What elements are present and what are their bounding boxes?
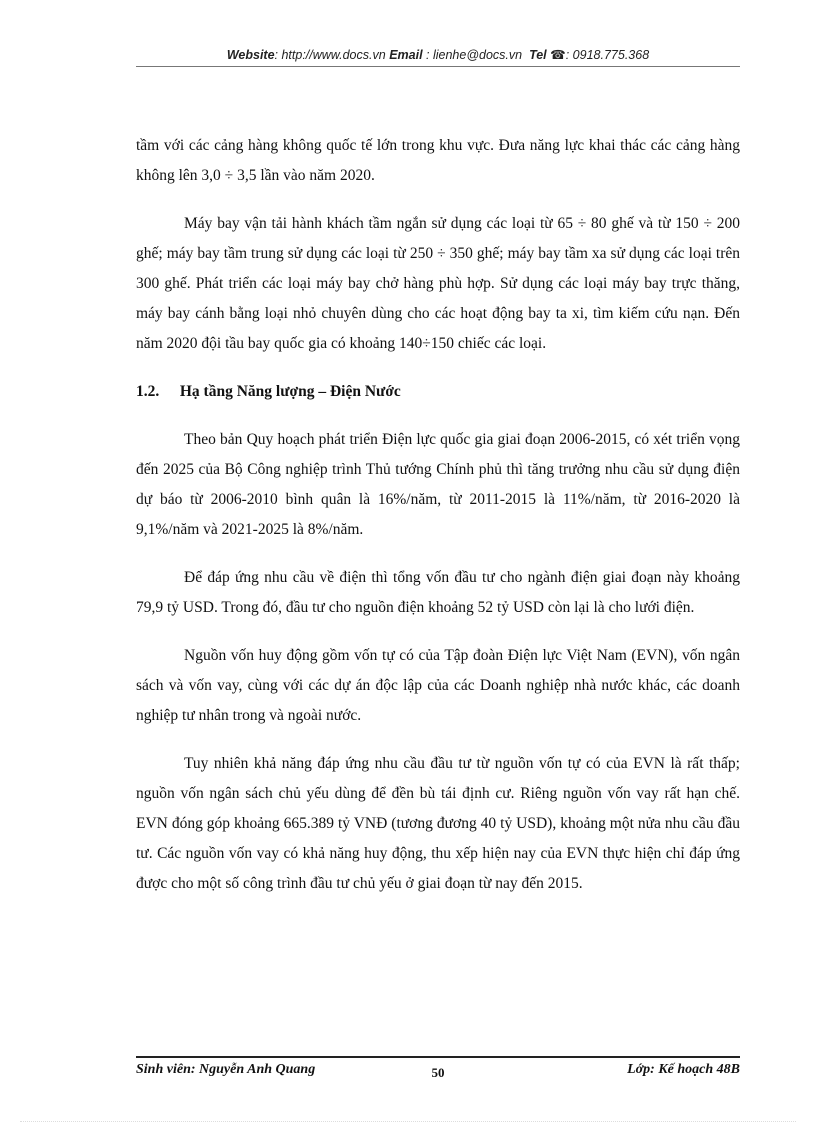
paragraph-5: Nguồn vốn huy động gồm vốn tự có của Tập đoàn Điện lực Việt Nam (EVN), vốn ngân sách và vốn vay, cùng với các dự án độc lập của các Doanh nghiệp nhà nước khác, các doanh nghiệp tư nhân trong và ngoài nước. bbox=[136, 647, 740, 724]
student-name: Sinh viên: Nguyễn Anh Quang bbox=[136, 1062, 316, 1077]
page-header bbox=[136, 47, 740, 62]
section-number: 1.2. bbox=[136, 383, 160, 400]
paragraph-3: Theo bản Quy hoạch phát triển Điện lực quốc gia giai đoạn 2006-2015, có xét triển vọng đến 2025 của Bộ Công nghiệp trình Thủ tướng Chính phủ thì tăng trưởng nhu cầu sử dụng điện dự báo từ 2006-2010 bình quân là 16%/năm, từ 2011-2015 là 11%/năm, từ 2016-2020 là 9,1%/năm và 2021-2025 là 8%/năm. bbox=[136, 431, 740, 538]
tel-number: : 0918.775.368 bbox=[565, 48, 650, 62]
section-title: Hạ tầng Năng lượng – Điện Nước bbox=[179, 383, 401, 400]
website-url: : http://www.docs.vn bbox=[274, 48, 386, 62]
paragraph-6: Tuy nhiên khả năng đáp ứng nhu cầu đầu tư từ nguồn vốn tự có của EVN là rất thấp; nguồn vốn ngân sách chủ yếu dùng để đền bù tái định cư. Riêng nguồn vốn vay rất hạn chế. EVN đóng góp khoảng 665.389 tỷ VNĐ (tương đương 40 tỷ USD), khoảng một nửa nhu cầu đầu tư. Các nguồn vốn vay có khả năng huy động, thu xếp hiện nay của EVN thực hiện chỉ đáp ứng được cho một số công trình đầu tư chủ yếu ở giai đoạn từ nay đến 2015. bbox=[136, 755, 740, 892]
header-divider bbox=[136, 66, 740, 67]
tel-label: Tel bbox=[529, 48, 547, 62]
paragraph-1: tầm với các cảng hàng không quốc tế lớn trong khu vực. Đưa năng lực khai thác các cảng hàng không lên 3,0 ÷ 3,5 lần vào năm 2020. bbox=[136, 137, 740, 184]
website-label: Website bbox=[226, 48, 275, 62]
class-name: Lớp: Kế hoạch 48B bbox=[627, 1062, 740, 1077]
email-address: : lienhe@docs.vn bbox=[422, 48, 523, 62]
paragraph-2: Máy bay vận tải hành khách tầm ngắn sử dụng các loại từ 65 ÷ 80 ghế và từ 150 ÷ 200 ghế; máy bay tầm trung sử dụng các loại từ 250 ÷ 350 ghế; máy bay tầm xa sử dụng các loại trên 300 ghế. Phát triển các loại máy bay chở hàng phù hợp. Sử dụng các loại máy bay trực thăng, máy bay cánh bằng loại nhỏ chuyên dùng cho các hoạt động bay ta xi, tìm kiếm cứu nạn. Đến năm 2020 đội tầu bay quốc gia có khoảng 140÷150 chiếc các loại. bbox=[136, 215, 740, 352]
email-label: Email bbox=[389, 48, 423, 62]
paragraph-4: Để đáp ứng nhu cầu về điện thì tổng vốn đầu tư cho ngành điện giai đoạn này khoảng 79,9 tỷ USD. Trong đó, đầu tư cho nguồn điện khoảng 52 tỷ USD còn lại là cho lưới điện. bbox=[136, 569, 740, 616]
section-heading bbox=[136, 377, 740, 407]
page-footer bbox=[136, 1060, 740, 1082]
page-number: 50 bbox=[431, 1065, 445, 1080]
document-body bbox=[136, 127, 740, 917]
page-edge bbox=[20, 1121, 796, 1122]
footer-divider bbox=[136, 1056, 740, 1058]
phone-icon: ☎ bbox=[550, 48, 566, 62]
